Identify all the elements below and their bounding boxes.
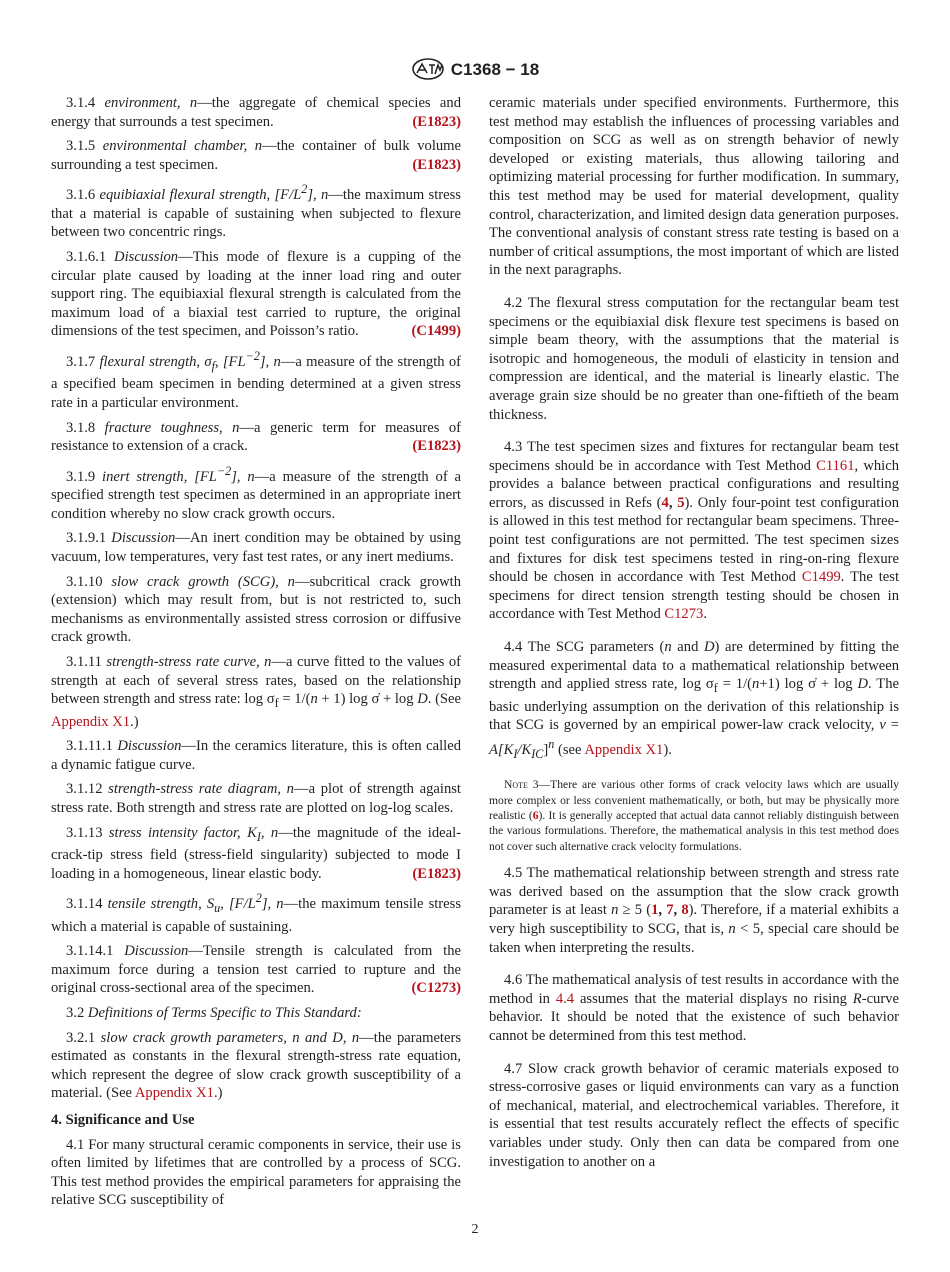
ref-5[interactable]: 5 [677, 494, 685, 511]
para-3-1-10: 3.1.10 slow crack growth (SCG), n—subcritical crack growth (extension) which may result from, but is not restricted to, such mechanisms as environmentally assisted stress corrosion or diffusive crack growth. [51, 573, 461, 646]
para-3-1-11-1: 3.1.11.1 Discussion—In the ceramics literature, this is often called a dynamic fatigue curve. [51, 738, 462, 773]
para-3-1-12: 3.1.12 strength-stress rate diagram, n—a plot of strength against stress rate. Both strength and stress rate are plotted on log-log scales. [51, 781, 461, 816]
page-header [0, 58, 950, 80]
para-4-5: 4.5 The mathematical relationship between strength and stress rate was derived based on the assumption that the slow crack growth parameter is at least n ≥ 5 (1, 7, 8). Therefore, if a material exhibits a very high susceptibility to SCG, that is, n < 5, special care should be taken when interpreting the results. [489, 865, 899, 956]
para-4-3: 4.3 The test specimen sizes and fixtures for rectangular beam test specimens should be in accordance with Test Method C1161, which provides a balance between practical configurations and resulting errors, as discussed in Refs (4, 5). Only four-point test configuration is allowed in this test method for rectangular beam specimens. Three-point test configurations are not permitted. The test specimen sizes and fixtures for disk test specimens tested in ring-on-ring flexure should be chosen in accordance with Test Method C1499. The test specimens for direct tension strength testing should be chosen in accordance with Test Method C1273. [489, 439, 900, 623]
ref-c1273[interactable]: (C1273) [411, 980, 461, 997]
para-4-4: 4.4 The SCG parameters (n and D) are determined by fitting the measured experimental data to a mathematical relationship between strength and applied stress rate, $\log \sigma_f = 1/(n+1)$ log σ̇ + log D. The basic underlying assumption on the derivation of this relationship is that SCG is governed by an empirical power-law crack velocity, $v = A[K_I/K_{IC}]^n$ (see Appendix X1). [489, 639, 899, 761]
para-3-1-13: 3.1.13 stress intensity factor, $K_I$, n—the magnitude of the ideal-crack-tip stress field (stress-field singularity) subjected to mode I loading in a homogeneous, linear elastic body. (E1823) [51, 824, 461, 882]
astm-logo-icon [411, 58, 445, 80]
para-3-1-11: 3.1.11 strength-stress rate curve, n—a curve fitted to the values of strength at each of several stress rates, based on the relationship between strength and stress rate: $\log \sigma_f = 1/(n + 1)$ log σ̇ + log D. (See Appendix X1.) [51, 653, 461, 730]
para-3-2-1: 3.2.1 slow crack growth parameters, n and D, n—the parameters estimated as constants in the flexural strength-stress rate equation, which represent the degree of slow crack growth susceptibility of a material. (See Appendix X1.) [51, 1029, 462, 1102]
link-c1499[interactable]: C1499 [801, 569, 841, 586]
para-4-6: 4.6 The mathematical analysis of test results in accordance with the method in 4.4 assumes that the material displays no rising R-curve behavior. It should be noted that the existence of such behavior cannot be determined from this test method. [489, 972, 899, 1045]
para-4-1: 4.1 For many structural ceramic components in service, their use is often limited by lifetimes that are controlled by a process of SCG. This test method provides the empirical parameters for appraising the relative SCG susceptibility of [51, 1136, 461, 1209]
link-appendix-x1[interactable]: Appendix X1 [134, 1085, 214, 1102]
para-3-1-6: 3.1.6 equibiaxial flexural strength, $[F/L^2]$, n—the maximum stress that a material is capable of sustaining when subjected to flexure between two concentric rings. [51, 182, 461, 241]
para-3-1-8: 3.1.8 fracture toughness, n—a generic term for measures of resistance to extension of a crack. (E1823) [51, 419, 462, 455]
section-4-heading: 4. Significance and Use [51, 1111, 195, 1128]
para-3-1-14: 3.1.14 tensile strength, $S_u$, $[F/L^2]$, n—the maximum tensile stress which a material is capable of sustaining. [51, 891, 462, 935]
ref-1[interactable]: 1 [651, 902, 659, 919]
link-appendix-x1[interactable]: Appendix X1 [584, 741, 664, 758]
ref-c1499[interactable]: (C1499) [411, 323, 461, 340]
link-appendix-x1[interactable]: Appendix X1 [51, 713, 131, 730]
left-column [51, 94, 461, 1216]
para-3-1-4: 3.1.4 environment, n—the aggregate of chemical species and energy that surrounds a test specimen. (E1823) [51, 95, 462, 130]
ref-e1823[interactable]: (E1823) [412, 438, 461, 455]
designation: C1368 − 18 [450, 60, 540, 79]
note-3: Note 3—There are various other forms of crack velocity laws which are usually more complex or less convenient mathematically, or both, but may be physically more realistic (6). It is generally accepted that actual data cannot reliably distinguish between the various formulations. Therefore, the mathematical analysis in this test method does not cover such alternative crack velocity formulations. [489, 778, 899, 853]
ref-e1823[interactable]: (E1823) [412, 113, 461, 130]
link-section-4-4[interactable]: 4.4 [555, 990, 575, 1007]
link-c1273[interactable]: C1273 [664, 606, 704, 623]
para-3-1-5: 3.1.5 environmental chamber, n—the container of bulk volume surrounding a test specimen. (E1823) [51, 138, 462, 173]
link-c1161[interactable]: C1161 [816, 457, 855, 474]
ref-e1823[interactable]: (E1823) [412, 156, 461, 173]
para-3-1-9-1: 3.1.9.1 Discussion—An inert condition may be obtained by using vacuum, low temperatures, very fast test rates, or any inert mediums. [51, 530, 461, 565]
ref-7[interactable]: 7 [666, 902, 674, 919]
ref-8[interactable]: 8 [681, 902, 689, 919]
para-4-2: 4.2 The flexural stress computation for the rectangular beam test specimens or the equibiaxial disk flexure test specimens is based on simple beam theory, with the assumptions that the material is isotropic and homogeneous, the moduli of elasticity in tension and compression are identical, and the material is linearly elastic. The average grain size should be no greater than one-fiftieth of the beam thickness. [489, 294, 900, 423]
para-4-7: 4.7 Slow crack growth behavior of ceramic materials exposed to stress-corrosive gases or liquid environments can vary as a function of mechanical, material, and electrochemical variables. Therefore, it is essential that test results accurately reflect the effects of specific variables under study. Only then can data be compared from one investigation to another on a [489, 1060, 899, 1170]
ref-4[interactable]: 4 [661, 494, 669, 511]
page-number: 2 [471, 1222, 479, 1237]
para-4-1-continued: ceramic materials under specified environments. Furthermore, this test method may establish the influences of processing variables and composition on SCG as well as on strength behavior of newly developed or existing materials, thus allowing tailoring and optimizing material processing for further modification. In summary, this test method may be used for material development, quality control, characterization, and limited design data generation purposes. The conventional analysis of constant stress rate testing is based on a number of critical assumptions, the most important of which are listed in the next paragraphs. [489, 95, 899, 279]
ref-e1823[interactable]: (E1823) [412, 865, 461, 882]
para-3-1-9: 3.1.9 inert strength, $[FL^{-2}]$, n—a measure of the strength of a specified strength test specimen as determined in an appropriate inert condition whereby no slow crack growth occurs. [51, 463, 462, 522]
para-3-1-7: 3.1.7 flexural strength, $\sigma_f$, $[FL^{-2}]$, n—a measure of the strength of a specified beam specimen in bending determined at a given stress rate in a particular environment. [51, 348, 461, 411]
para-3-1-14-1: 3.1.14.1 Discussion—Tensile strength is calculated from the maximum force during a tension test carried to rupture and the original cross-sectional area of the specimen. (C1273) [51, 943, 461, 997]
para-3-2: 3.2 Definitions of Terms Specific to This Standard: [66, 1005, 362, 1021]
right-column [489, 94, 899, 1177]
para-3-1-6-1: 3.1.6.1 Discussion—This mode of flexure is a cupping of the circular plate caused by loading at the inner load ring and outer support ring. The equibiaxial flexural strength is calculated from the maximum load of a biaxial test carried to rupture, the original dimensions of the test specimen, and Poisson’s ratio. (C1499) [51, 249, 461, 340]
ref-6[interactable]: 6 [532, 809, 539, 823]
